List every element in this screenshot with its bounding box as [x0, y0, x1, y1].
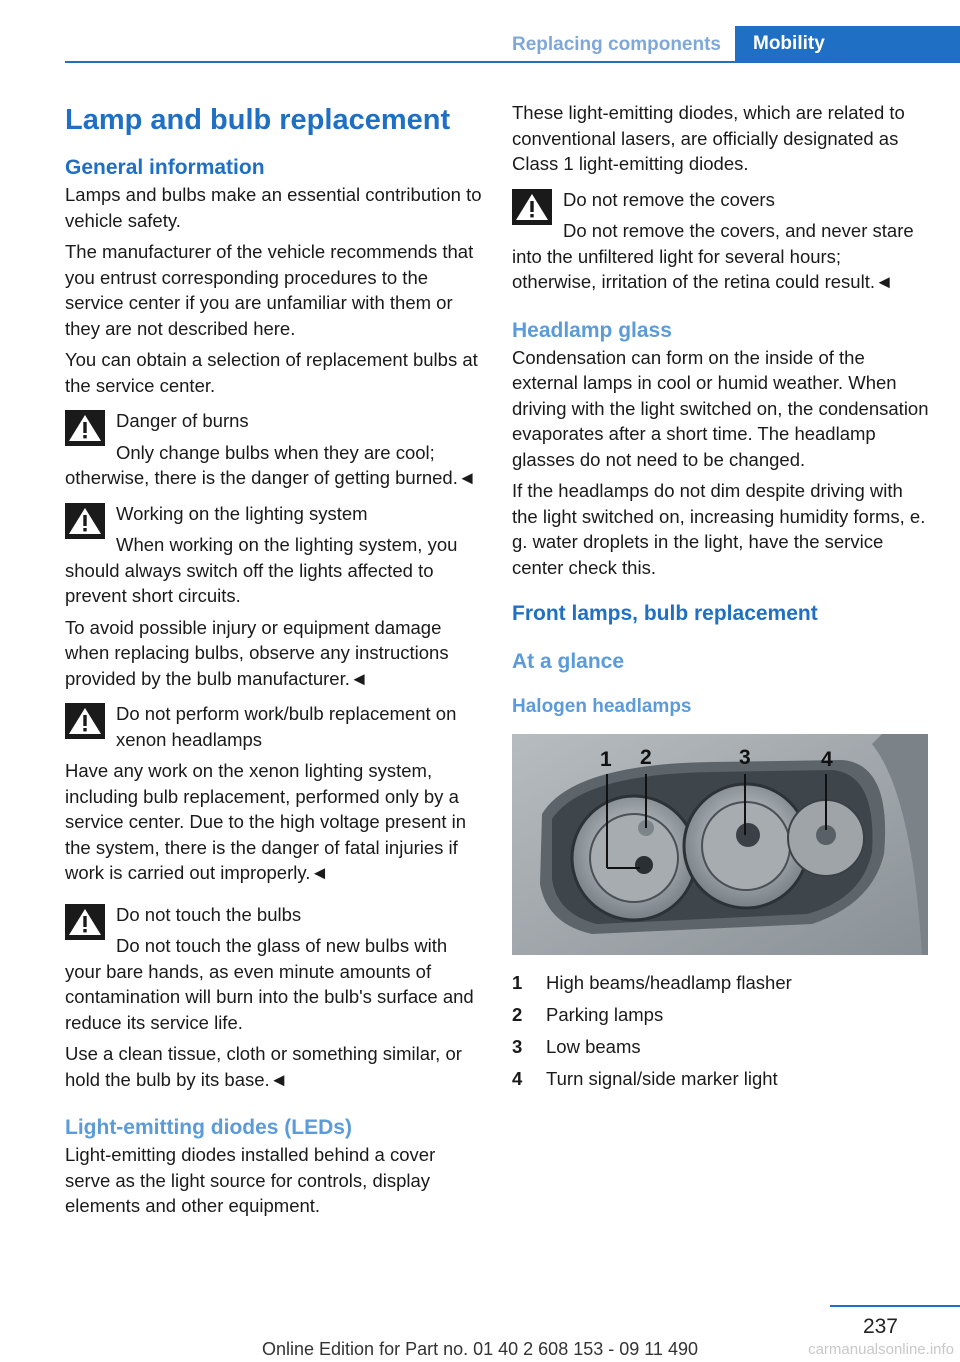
paragraph: You can obtain a selection of replacement bulbs at the service center.: [65, 349, 478, 396]
led-heading: Light-emitting diodes (LEDs): [65, 1116, 352, 1139]
legend-text: High beams/headlamp flasher: [546, 972, 792, 993]
warning-title: Do not remove the covers: [563, 188, 775, 210]
headlamp-glass-heading: Headlamp glass: [512, 318, 672, 342]
legend-number: 4: [512, 1068, 523, 1089]
figure-legend: [512, 967, 930, 1095]
warning-title: Danger of burns: [116, 410, 249, 431]
warning-burns: [65, 408, 483, 491]
headlamp-figure: [512, 734, 928, 955]
legend-item: [512, 1063, 930, 1095]
front-lamps-heading: Front lamps, bulb replacement: [512, 602, 818, 625]
legend-number: 3: [512, 1036, 523, 1057]
legend-item: [512, 999, 930, 1031]
general-information-heading: General information: [65, 156, 265, 179]
warning-covers: [512, 187, 930, 295]
warning-title: Working on the lighting system: [116, 502, 368, 524]
warning-body: Only change bulbs when they are cool; otherwise, there is the danger of getting burned.◄: [65, 441, 477, 488]
warning-triangle-icon: [65, 410, 105, 446]
warning-title: Do not touch the bulbs: [116, 903, 302, 925]
warning-body: When working on the lighting system, you should always switch off the lights affected to prevent short circuits.: [65, 534, 458, 606]
warning-triangle-icon: [65, 503, 105, 539]
figure-label: 2: [640, 746, 652, 769]
warning-body: Do not remove the covers, and never stare into the unfiltered light for several hours; otherwise, irritation of the retina could result.◄: [512, 220, 914, 292]
legend-text: Turn signal/side marker light: [546, 1068, 778, 1089]
page-title: Lamp and bulb replacement: [65, 104, 451, 136]
page-footer: [0, 1305, 960, 1362]
warning-title: Do not perform work/bulb replacement on xenon headlamps: [116, 703, 457, 750]
at-a-glance-heading: At a glance: [512, 650, 625, 673]
footer-rule: [830, 1305, 960, 1307]
paragraph: Light-emitting diodes installed behind a cover serve as the light source for controls, display elements and other equipment.: [65, 1144, 436, 1216]
legend-text: Low beams: [546, 1036, 641, 1057]
headlamp-illustration: [512, 734, 928, 955]
warning-triangle-icon: [65, 703, 105, 739]
watermark: carmanualsonline.info: [808, 1341, 954, 1358]
legend-item: [512, 967, 930, 999]
warning-xenon: [65, 701, 483, 886]
legend-number: 1: [512, 972, 523, 993]
warning-touch-bulbs: [65, 902, 483, 1036]
paragraph: Condensation can form on the inside of the external lamps in cool or humid weather. When driving with the light switched on, the condensation evaporates after a short time. The headlamp glasses do not need to be changed.: [512, 346, 929, 470]
halogen-headlamps-heading: Halogen headlamps: [512, 696, 692, 717]
paragraph: If the headlamps do not dim despite driving with the light switched on, increasing humidity forms, e. g. water droplets in the light, have the service center check this.: [512, 480, 926, 578]
figure-label: 3: [739, 746, 751, 769]
left-column: [65, 100, 483, 1225]
paragraph: Lamps and bulbs make an essential contribution to vehicle safety.: [65, 184, 482, 231]
edition-note: Online Edition for Part no. 01 40 2 608 153 - 09 11 490: [262, 1339, 698, 1359]
legend-text: Parking lamps: [546, 1004, 664, 1025]
legend-number: 2: [512, 1004, 523, 1025]
paragraph: These light-emitting diodes, which are related to conventional lasers, are officially designated as Class 1 light-emitting diodes.: [512, 102, 905, 174]
warning-lighting-system: [65, 501, 483, 609]
warning-body: Do not touch the glass of new bulbs with your bare hands, as even minute amounts of contamination will burn into the bulb's surface and reduce its service life.: [65, 935, 474, 1033]
section-tab[interactable]: Replacing components: [511, 34, 721, 55]
figure-label: 1: [600, 748, 612, 771]
paragraph: To avoid possible injury or equipment damage when replacing bulbs, observe any instructions provided by the bulb manufacturer.◄: [65, 616, 449, 689]
paragraph: Use a clean tissue, cloth or something similar, or hold the bulb by its base.◄: [65, 1043, 462, 1090]
warning-triangle-icon: [65, 904, 105, 940]
legend-item: [512, 1031, 930, 1063]
figure-label: 4: [821, 748, 833, 771]
page-number: 237: [862, 1315, 898, 1338]
warning-triangle-icon: [512, 189, 552, 225]
chapter-tab[interactable]: Mobility: [735, 26, 960, 61]
right-column: [512, 100, 930, 1095]
page-header: [65, 26, 960, 63]
warning-body: Have any work on the xenon lighting system, including bulb replacement, performed only by a service center. Due to the high voltage present in the system, there is the danger of fatal injuries if work is carried out improperly.◄: [65, 760, 467, 883]
paragraph: The manufacturer of the vehicle recommends that you entrust corresponding procedures to the service center if you are unfamiliar with them or they are not described here.: [65, 241, 474, 339]
